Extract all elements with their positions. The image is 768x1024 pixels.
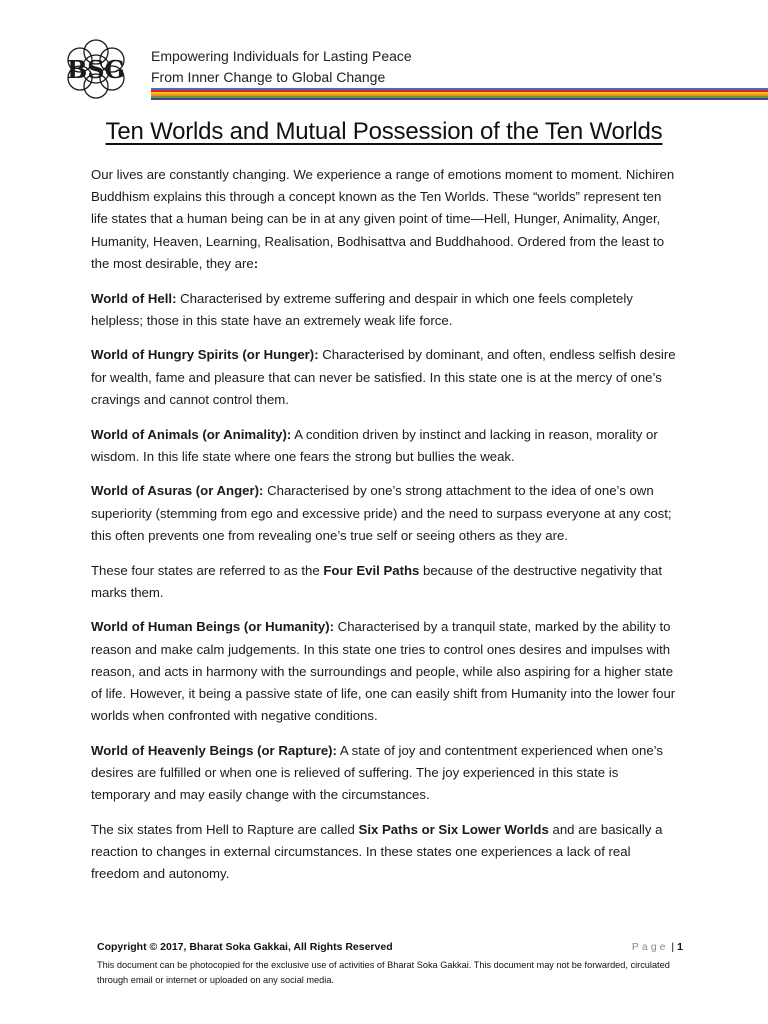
- paragraph-heading: World of Hell:: [91, 290, 177, 306]
- paragraph-text: These four states are referred to as the: [91, 562, 324, 578]
- paragraph: [91, 424, 681, 468]
- paragraph-text: A state of joy and contentment experienced when one’s desires are fulfilled or when one is relieved of suffering. The joy experienced in this state is temporary and may easily change with the circumstances.: [91, 742, 663, 803]
- paragraph-heading: World of Animals (or Animality):: [91, 426, 292, 442]
- copyright-text: Copyright © 2017, Bharat Soka Gakkai, All Rights Reserved: [97, 941, 393, 953]
- paragraph: [91, 344, 681, 411]
- emphasis: Four Evil Paths: [323, 562, 420, 578]
- emphasis: Six Paths or Six Lower Worlds: [358, 822, 549, 838]
- paragraph: [91, 819, 681, 886]
- rainbow-stripes: [151, 88, 768, 102]
- page-number: Page | 1: [631, 941, 683, 953]
- stripe: [151, 98, 768, 100]
- paragraph-text: and are basically a reaction to changes in external circumstances. In these states one experiences a lack of real freedom and autonomy.: [91, 822, 663, 882]
- tagline-line-1: Empowering Individuals for Lasting Peace: [151, 48, 412, 64]
- bsg-logo: [60, 38, 132, 100]
- paragraph-tail: :: [253, 255, 259, 271]
- paragraph-text: Characterised by dominant, and often, endless selfish desire for wealth, fame and pleasure that can never be satisfied. In this state one is at the mercy of one’s cravings and cannot control them.: [91, 347, 676, 407]
- paragraph: [91, 164, 681, 275]
- paragraph-heading: World of Heavenly Beings (or Rapture):: [91, 742, 337, 758]
- page-label: Page: [631, 941, 669, 953]
- paragraph-text: The six states from Hell to Rapture are called: [91, 822, 359, 838]
- paragraph-text: Characterised by one’s strong attachment to the idea of one’s own superiority (stemming from ego and excessive pride) and the need to surpass everyone at any cost; this often prevents one from revealing one’s true self or seeing others as they are.: [91, 483, 672, 543]
- logo-text: BSG: [66, 55, 126, 84]
- paragraph-text: A condition driven by instinct and lacking in reason, morality or wisdom. In this life state where one fears the strong but bullies the weak.: [91, 426, 658, 464]
- paragraph-heading: World of Human Beings (or Humanity):: [91, 619, 334, 635]
- paragraph-text: because of the destructive negativity that marks them.: [91, 562, 663, 600]
- tagline-line-2: From Inner Change to Global Change: [151, 69, 386, 85]
- tagline: [151, 46, 412, 88]
- paragraph: [91, 480, 681, 547]
- usage-note: This document can be photocopied for the exclusive use of activities of Bharat Soka Gakkai. This document may not be forwarded, circulated through email or internet or uploaded on any social media.: [97, 960, 670, 985]
- paragraph: [91, 560, 681, 604]
- paragraph: [91, 288, 681, 332]
- paragraph: [91, 616, 681, 727]
- paragraph-text: Characterised by a tranquil state, marked by the ability to reason and make calm judgements. In this state one tries to control ones desires and impulses with reason, and acts in harmony with the surroundings and people, while also aspiring for a higher state of life. However, it being a passive state of life, one can easily shift from Humanity into the lower four worlds when confronted with negative conditions.: [91, 619, 676, 724]
- paragraph: [91, 740, 681, 807]
- paragraph-heading: World of Asuras (or Anger):: [91, 483, 264, 499]
- paragraph-text: Characterised by extreme suffering and despair in which one feels completely helpless; those in this state have an extremely weak life force.: [91, 290, 633, 328]
- paragraph-text: Our lives are constantly changing. We experience a range of emotions moment to moment. Nichiren Buddhism explains this through a concept known as the Ten Worlds. These “worlds” represent ten life states that a human being can be in at any given point of time—Hell, Hunger, Animality, Anger, Humanity, Heaven, Learning, Realisation, Bodhisattva and Buddhahood. Ordered from the least to the most desirable, they are: [91, 167, 675, 271]
- body-text: [91, 164, 681, 898]
- paragraph-heading: World of Hungry Spirits (or Hunger):: [91, 347, 319, 363]
- page-title: Ten Worlds and Mutual Possession of the Ten Worlds: [105, 118, 663, 145]
- page-number-value: 1: [677, 941, 683, 953]
